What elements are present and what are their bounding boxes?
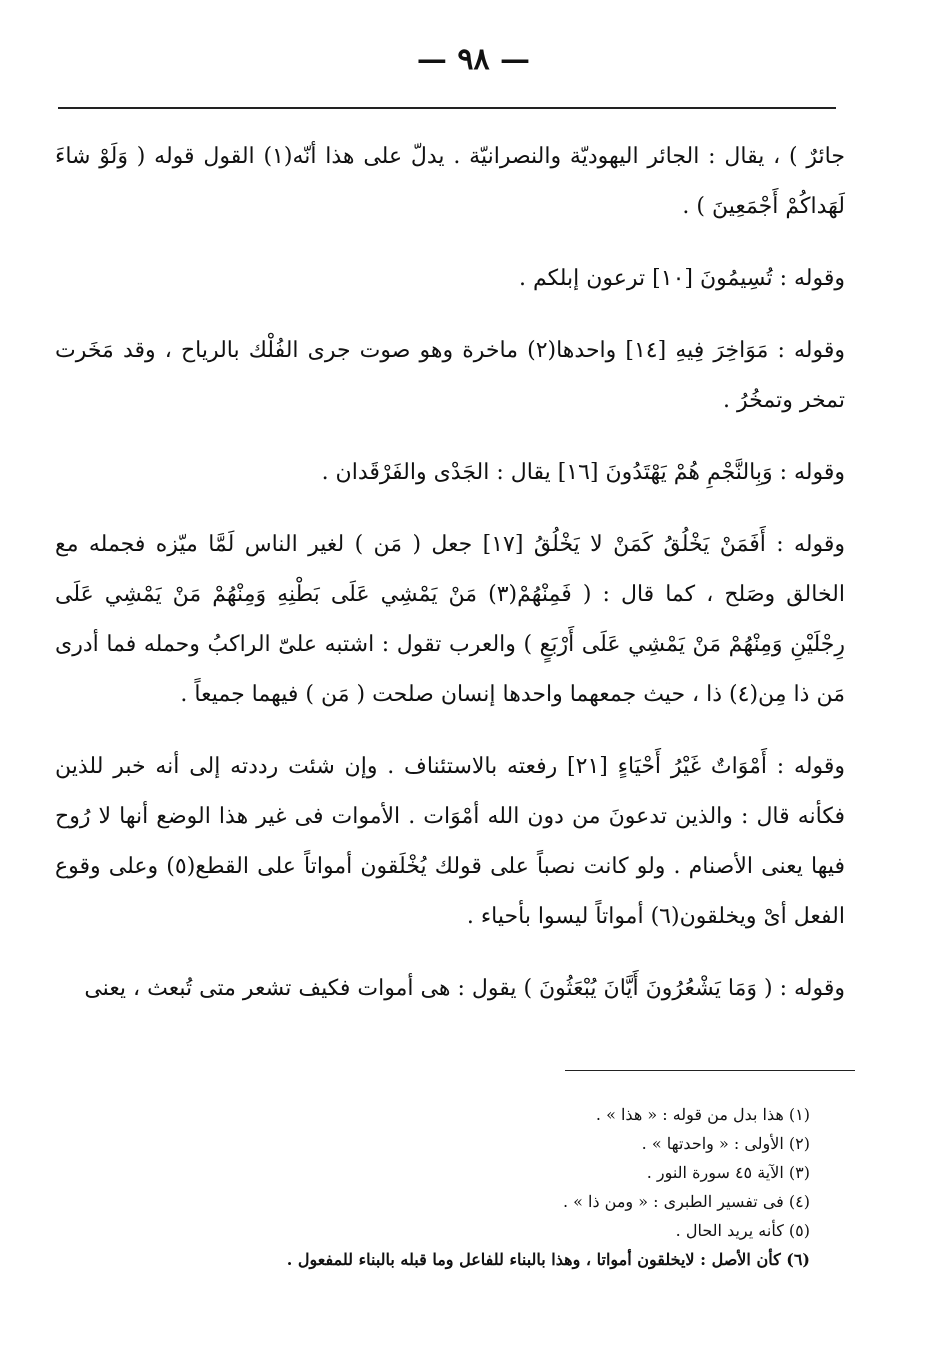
page-number: — ٩٨ — — [416, 42, 531, 77]
footnote: (٢) الأولى : « واحدتها » . — [641, 1134, 810, 1153]
footnote: (١) هذا بدل من قوله : « هذا » . — [595, 1105, 810, 1124]
footnote: (٦) كأن الأصل : لايخلقون أمواتا ، وهذا بالبناء للفاعل وما قبله بالبناء للمفعول . — [286, 1250, 810, 1269]
paragraph: وقوله : أَمْوَاتٌ غَيْرُ أَحْيَاءٍ [٢١] رفعته بالاستئناف . وإن شئت رددته إلى أنه خبر للذين فكأنه قال : والذين تدعونَ من دون الله أمْوَات . الأموات فى غير هذا الوضع أنها لا رُوح فيها يعنى الأصنام . ولو كانت نصباً على قولك يُخْلَقون أمواتاً على القطع(٥) وعلى وقوع الفعل أىْ ويخلقون(٦) أمواتاً ليسوا بأحياء . — [55, 754, 846, 929]
footnote: (٤) فى تفسير الطبرى : « ومن ذا » . — [562, 1192, 810, 1211]
main-text — [55, 132, 845, 1036]
footnotes — [200, 1100, 810, 1274]
footnote: (٥) كأنه يريد الحال . — [675, 1221, 810, 1240]
paragraph: وقوله : أَفَمَنْ يَخْلُقُ كَمَنْ لا يَخْلُقُ [١٧] جعل ( مَن ) لغير الناس لَمَّا ميّزه فجمله مع الخالق وصَلح ، كما قال : ( فَمِنْهُمْ(٣) مَنْ يَمْشِي عَلَى بَطْنِهِ وَمِنْهُمْ مَنْ يَمْشِي عَلَى رِجْلَيْنِ وَمِنْهُمْ مَنْ يَمْشِي عَلَى أَرْبَعٍ ) والعرب تقول : اشتبه علىّ الراكبُ وحمله فما أدرى مَن ذا مِن(٤) ذا ، حيث جمعهما واحدها إنسان صلحت ( مَن ) فيهما جميعاً . — [55, 532, 845, 707]
paragraph: وقوله : ( وَمَا يَشْعُرُونَ أَيَّانَ يُبْعَثُونَ ) يقول : هى أموات فكيف تشعر متى تُبعث ، يعنى — [84, 976, 845, 1001]
header-rule — [58, 107, 836, 109]
paragraph: جائرٌ ) ، يقال : الجائر اليهوديّة والنصرانيّة . يدلّ على هذا أنّه(١) القول قوله ( وَلَوْ شاءَ لَهَداكُمْ أَجْمَعِينَ ) . — [55, 144, 845, 219]
footnote: (٣) الآية ٤٥ سورة النور . — [646, 1163, 810, 1182]
paragraph: وقوله : وَبِالنَّجْمِ هُمْ يَهْتَدُونَ [١٦] يقال : الجَدْى والفَرْقَدان . — [321, 460, 845, 485]
paragraph: وقوله : مَوَاخِرَ فِيهِ [١٤] واحدها(٢) ماخرة وهو صوت جرى الفُلْك بالرياح ، وقد مَخَرت تمخر وتمخُرُ . — [55, 338, 845, 413]
paragraph: وقوله : تُسِيمُونَ [١٠] ترعون إبلكم . — [518, 266, 845, 291]
footnote-rule — [565, 1070, 855, 1071]
